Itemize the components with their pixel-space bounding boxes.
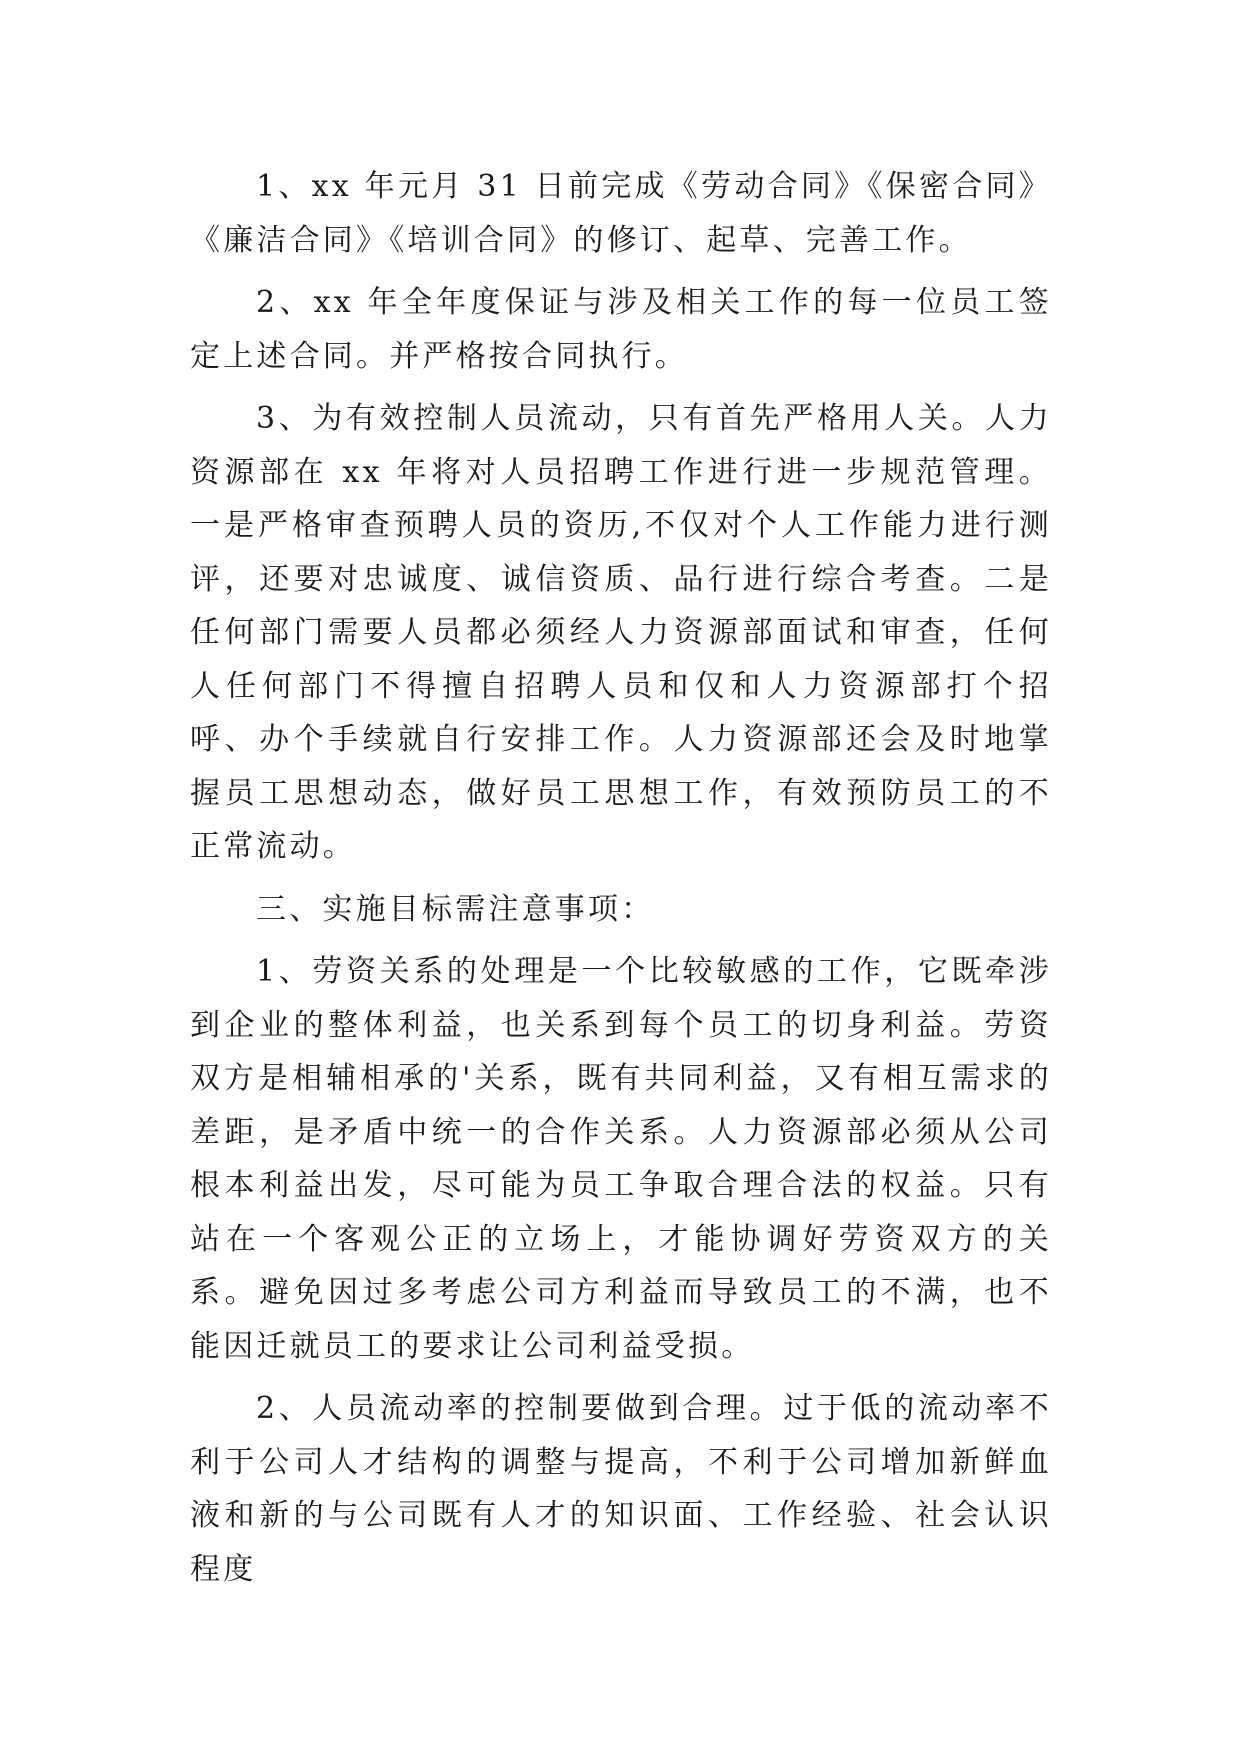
paragraph-labor-relations: 1、劳资关系的处理是一个比较敏感的工作，它既牵涉到企业的整体利益，也关系到每个员工的切身利益。劳资双方是相辅相承的'关系，既有共同利益，又有相互需求的差距，是矛盾中统一的合作关系。人力资源部必须从公司根本利益出发，尽可能为员工争取合理合法的权益。只有站在一个客观公正的立场上，才能协调好劳资双方的关系。避免因过多考虑公司方利益而导致员工的不满，也不能因迁就员工的要求让公司利益受损。 xyxy=(190,954,1052,1364)
document-body xyxy=(190,160,1052,1605)
paragraph-contract-signing: 2、xx 年全年度保证与涉及相关工作的每一位员工签定上述合同。并严格按合同执行。 xyxy=(190,285,1052,374)
paragraph-contract-revision: 1、xx 年元月 31 日前完成《劳动合同》《保密合同》《廉洁合同》《培训合同》的修订、起草、完善工作。 xyxy=(190,169,1052,258)
paragraph-turnover-rate: 2、人员流动率的控制要做到合理。过于低的流动率不利于公司人才结构的调整与提高，不利于公司增加新鲜血液和新的与公司既有人才的知识面、工作经验、社会认识程度 xyxy=(190,1391,1052,1587)
paragraph-recruitment-control: 3、为有效控制人员流动，只有首先严格用人关。人力资源部在 xx 年将对人员招聘工作进行进一步规范管理。一是严格审查预聘人员的资历,不仅对个人工作能力进行测评，还要对忠诚度、诚信资质、品行进行综合考查。二是任何部门需要人员都必须经人力资源部面试和审查，任何人任何部门不得擅自招聘人员和仅和人力资源部打个招呼、办个手续就自行安排工作。人力资源部还会及时地掌握员工思想动态，做好员工思想工作，有效预防员工的不正常流动。 xyxy=(190,401,1052,864)
section-heading-notes: 三、实施目标需注意事项： xyxy=(256,891,655,927)
